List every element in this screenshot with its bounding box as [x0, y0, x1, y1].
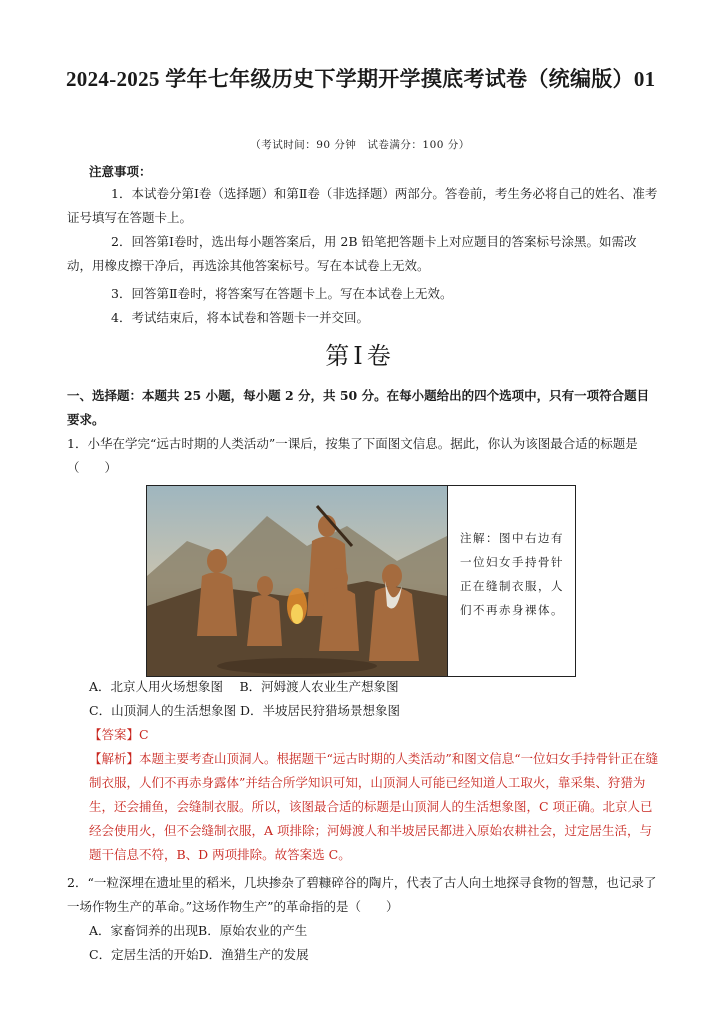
question-2-stem: 2．“一粒深埋在遗址里的稻米，几块掺杂了碧糠碎谷的陶片，代表了古人向土地探寻食物的智慧，也记录了一场作物生产的革命。”这场作物生产”的革命指的是（ ）	[67, 875, 657, 914]
question-1-options-ab: A．北京人用火场想象图 B．河姆渡人农业生产想象图	[89, 679, 399, 694]
question-2-options-cd: C．定居生活的开始D．渔猎生产的发展	[89, 947, 309, 962]
page-title: 2024-2025 学年七年级历史下学期开学摸底考试卷（统编版）01	[66, 67, 656, 91]
question-2-options-ab: A．家畜饲养的出现B．原始农业的产生	[89, 923, 308, 938]
section-title: 第Ⅰ卷	[325, 342, 395, 370]
question-1-options-cd: C．山顶洞人的生活想象图 D．半坡居民狩猎场景想象图	[89, 703, 401, 718]
notice-heading: 注意事项：	[89, 164, 152, 179]
section-heading: 一、选择题：本题共 25 小题，每小题 2 分，共 50 分。在每小题给出的四个选项中，只有一项符合题目要求。	[67, 388, 650, 427]
question-1-analysis: 【解析】本题主要考查山顶洞人。根据题干“远古时期的人类活动”和图文信息“一位妇女手持骨针正在缝制衣服，人们不再赤身露体”并结合所学知识可知，山顶洞人可能已经知道人工取火，靠采集、狩猎为生，还会捕鱼，会缝制衣服。所以，该图最合适的标题是山顶洞人的生活想象图，C 项正确。北京人已经会使用火，但不会缝制衣服，A 项排除；河姆渡人和半坡居民都进入原始农耕社会，过定居生活，与题干信息不符，B、D 两项排除。故答案选 C。	[89, 751, 659, 862]
figure-annotation: 注解：图中右边有一位妇女手持骨针正在缝制衣服，人们不再赤身裸体。	[460, 531, 564, 617]
exam-info: （考试时间：90 分钟 试卷满分：100 分）	[250, 139, 470, 151]
notice-item: 4．考试结束后，将本试卷和答题卡一并交回。	[111, 310, 369, 325]
question-1-figure	[146, 485, 576, 677]
notice-item: 3．回答第Ⅱ卷时，将答案写在答题卡上。写在本试卷上无效。	[111, 286, 453, 301]
cave-people-illustration	[147, 486, 448, 676]
question-1-stem: 1．小华在学完“远古时期的人类活动”一课后，按集了下面图文信息。据此，你认为该图最合适的标题是（ ）	[67, 436, 638, 475]
question-1-answer: 【答案】C	[89, 727, 149, 742]
notice-item: 2．回答第Ⅰ卷时，选出每小题答案后，用 2B 铅笔把答题卡上对应题目的答案标号涂黑。如需改动，用橡皮擦干净后，再选涂其他答案标号。写在本试卷上无效。	[67, 234, 637, 273]
notice-item: 1．本试卷分第Ⅰ卷（选择题）和第Ⅱ卷（非选择题）两部分。答卷前，考生务必将自己的姓名、准考证号填写在答题卡上。	[67, 186, 658, 225]
